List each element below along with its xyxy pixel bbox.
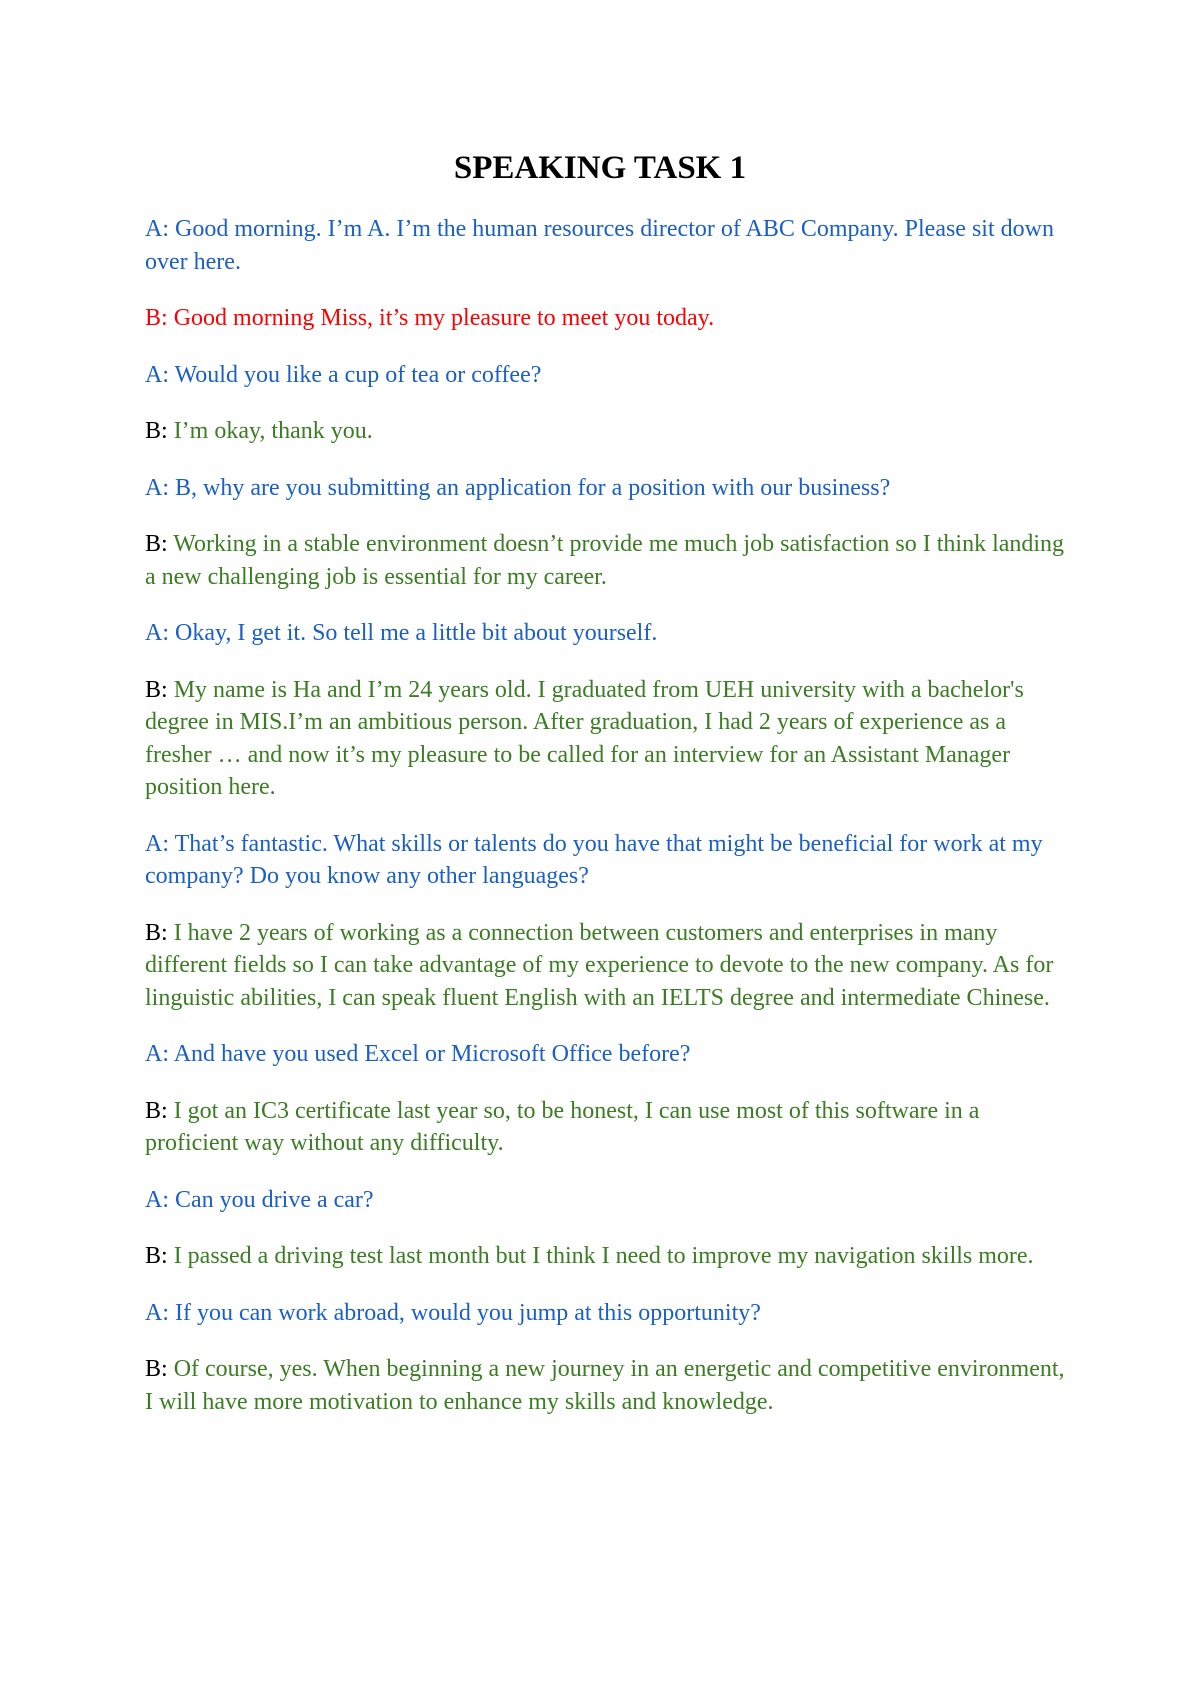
speaker-label: A: <box>145 830 169 857</box>
speaker-label: B: <box>145 919 168 946</box>
dialogue-text: Good morning. I’m A. I’m the human resources director of ABC Company. Please sit down over here. <box>145 216 1054 275</box>
dialogue-line-a <box>145 213 1075 278</box>
dialogue-line-b <box>145 1353 1075 1418</box>
dialogue-line-a <box>145 1038 1075 1071</box>
dialogue-text: Would you like a cup of tea or coffee? <box>174 361 542 388</box>
dialogue-text: I got an IC3 certificate last year so, to be honest, I can use most of this software in a proficient way without any difficulty. <box>145 1097 980 1156</box>
dialogue-line-a <box>145 617 1075 650</box>
speaker-label: B: <box>145 305 168 331</box>
speaker-label: B: <box>145 1243 168 1269</box>
dialogue-text: Working in a stable environment doesn’t provide me much job satisfaction so I think landing a new challenging job is essential for my career. <box>145 531 1065 590</box>
dialogue-line-b <box>145 917 1075 1015</box>
dialogue-line-a <box>145 1297 1075 1330</box>
dialogue-text: Can you drive a car? <box>175 1186 374 1213</box>
dialogue-line-b <box>145 1095 1075 1160</box>
dialogue-text: That’s fantastic. What skills or talents do you have that might be beneficial for work at my company? Do you know any other languages? <box>145 830 1043 889</box>
speaker-label: A: <box>145 361 169 388</box>
speaker-label: B: <box>145 531 168 557</box>
dialogue-line-b <box>145 528 1075 593</box>
dialogue-line-b <box>145 1240 1075 1273</box>
dialogue-line-b <box>145 415 1075 448</box>
dialogue-line-b <box>145 302 1075 335</box>
dialogue-text: I passed a driving test last month but I think I need to improve my navigation skills more. <box>173 1243 1034 1269</box>
dialogue-text: If you can work abroad, would you jump at this opportunity? <box>175 1299 761 1326</box>
dialogue-text: Good morning Miss, it’s my pleasure to meet you today. <box>173 305 715 331</box>
dialogue-line-a <box>145 359 1075 392</box>
speaker-label: A: <box>145 1299 169 1326</box>
dialogue-text: Okay, I get it. So tell me a little bit about yourself. <box>175 620 658 646</box>
speaker-label: A: <box>145 1041 169 1067</box>
dialogue-text: And have you used Excel or Microsoft Office before? <box>173 1041 691 1067</box>
speaker-label: A: <box>145 1186 169 1213</box>
speaker-label: A: <box>145 216 169 242</box>
dialogue-line-a <box>145 828 1075 893</box>
dialogue <box>145 213 1075 1442</box>
dialogue-line-a <box>145 472 1075 505</box>
speaker-label: B: <box>145 1356 168 1382</box>
dialogue-text: I have 2 years of working as a connection between customers and enterprises in many different fields so I can take advantage of my experience to devote to the new company. As for linguistic abilities, I can speak fluent English with an IELTS degree and intermediate Chinese. <box>145 919 1054 1011</box>
dialogue-text: Of course, yes. When beginning a new journey in an energetic and competitive environment, I will have more motivation to enhance my skills and knowledge. <box>145 1356 1065 1415</box>
speaker-label: A: <box>145 620 169 646</box>
speaker-label: B: <box>145 1097 168 1124</box>
dialogue-text: My name is Ha and I’m 24 years old. I graduated from UEH university with a bachelor's degree in MIS.I’m an ambitious person. After graduation, I had 2 years of experience as a fresher … and now it’s my pleasure to be called for an interview for an Assistant Manager position here. <box>145 676 1024 800</box>
dialogue-line-b <box>145 674 1075 804</box>
dialogue-line-a <box>145 1184 1075 1217</box>
speaker-label: A: <box>145 474 169 501</box>
speaker-label: B: <box>145 676 168 703</box>
dialogue-text: B, why are you submitting an application for a position with our business? <box>175 474 891 501</box>
page-title: SPEAKING TASK 1 <box>453 150 747 186</box>
dialogue-text: I’m okay, thank you. <box>173 418 373 444</box>
speaker-label: B: <box>145 418 168 444</box>
